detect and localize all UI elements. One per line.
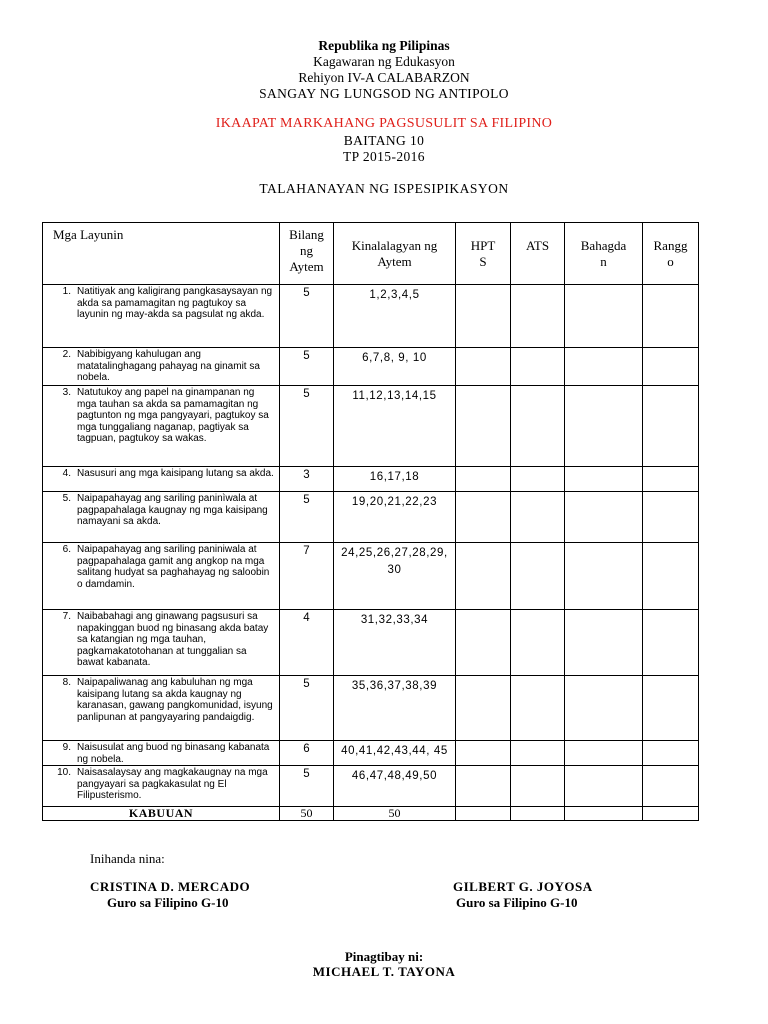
hpts-cell (456, 807, 511, 821)
rank-cell (643, 543, 699, 610)
table-row (43, 766, 699, 807)
objective-cell (43, 741, 280, 766)
republic-line: Republika ng Pilipinas (318, 38, 450, 53)
ats-cell (511, 492, 565, 543)
header-item-count-line: ng (300, 243, 313, 258)
hpts-cell (456, 467, 511, 492)
objective-text: Naibabahagi ang ginawang pagsusuri sa napakinggan buod ng binasang akda batay sa katangian ng mga tauhan, pagkamakatotohanan at tunggalian sa bawat kabanata. (77, 611, 269, 668)
item-count-cell: 5 (280, 386, 334, 467)
percentage-cell (565, 467, 643, 492)
hpts-cell (456, 766, 511, 807)
item-location-cell: 24,25,26,27,28,29,30 (334, 543, 456, 610)
objective-text: Naisusulat ang buod ng binasang kabanata ng nobela. (77, 742, 270, 765)
rank-cell (643, 610, 699, 676)
item-count-cell: 6 (280, 741, 334, 766)
item-count-cell: 5 (280, 766, 334, 807)
percentage-cell (565, 766, 643, 807)
objective-number: 5. (62, 493, 71, 504)
item-count-cell: 5 (280, 492, 334, 543)
objective-cell (43, 386, 280, 467)
objective-number: 1. (62, 286, 71, 297)
signer1-name: CRISTINA D. MERCADO (90, 879, 251, 894)
percentage-cell (565, 807, 643, 821)
percentage-cell (565, 348, 643, 386)
objective-number: 8. (62, 677, 71, 688)
header-rank-line: o (667, 254, 674, 269)
specification-table (42, 222, 699, 821)
header-item-location (334, 223, 456, 285)
rank-cell (643, 807, 699, 821)
header-item-location-line: Kinalalagyan ng (351, 238, 438, 253)
hpts-cell (456, 285, 511, 348)
header-percentage-line: Bahagda (580, 238, 627, 253)
objective-number: 9. (62, 742, 71, 753)
approver-name: MICHAEL T. TAYONA (312, 964, 456, 979)
objective-number: 2. (62, 349, 71, 360)
hpts-cell (456, 676, 511, 741)
objective-number: 7. (62, 611, 71, 622)
objective-cell (43, 766, 280, 807)
item-location-cell: 11,12,13,14,15 (334, 386, 456, 467)
objective-text: Naisasalaysay ang magkakaugnay na mga pangyayari sa pagkakasulat ng El Filipusterismo. (77, 767, 268, 801)
item-count-cell: 3 (280, 467, 334, 492)
total-label: KABUUAN (43, 807, 280, 821)
item-location-cell: 46,47,48,49,50 (334, 766, 456, 807)
table-row (43, 676, 699, 741)
objective-text: Natutukoy ang papel na ginampanan ng mga tauhan sa akda sa pamamagitan ng pagtunton ng mga pangyayari, pagtukoy sa mga tunggaliang naganap, pagtiyak sa tagpuan, pagtukoy sa wakas. (77, 387, 269, 444)
item-count-cell: 4 (280, 610, 334, 676)
school-year: TP 2015-2016 (343, 149, 425, 164)
objective-cell (43, 348, 280, 386)
item-count-cell: 5 (280, 285, 334, 348)
table-row (43, 610, 699, 676)
objective-text: Nabibigyang kahulugan ang matatalinghagang pahayag na ginamit sa nobela. (77, 349, 260, 383)
ats-cell (511, 610, 565, 676)
ats-cell (511, 676, 565, 741)
percentage-cell (565, 610, 643, 676)
objective-text: Naipapaliwanag ang kabuluhan ng mga kaisipang lutang sa akda kaugnay ng karanasan, gawang pangkomunidad, isyung panlipunan at pangyayaring pandaigdig. (77, 677, 273, 723)
ats-cell (511, 348, 565, 386)
objective-text: Naipapahayag ang sariling paninìwala at pagpapahalaga kaugnay ng mga kaisipang namayani sa akda. (77, 493, 268, 527)
table-title: TALAHANAYAN NG ISPESIPIKASYON (259, 181, 509, 196)
rank-cell (643, 766, 699, 807)
table-row (43, 492, 699, 543)
exam-title: IKAAPAT MARKAHANG PAGSUSULIT SA FILIPINO (215, 116, 553, 131)
header-percentage-line: n (600, 254, 607, 269)
objective-number: 3. (62, 387, 71, 398)
header-hpts-line: HPT (470, 238, 496, 253)
percentage-cell (565, 676, 643, 741)
header-rank (643, 223, 699, 285)
ats-cell (511, 807, 565, 821)
hpts-cell (456, 741, 511, 766)
table-row (43, 543, 699, 610)
grade-level: BAITANG 10 (343, 133, 425, 148)
ats-cell (511, 741, 565, 766)
ats-cell (511, 543, 565, 610)
percentage-cell (565, 741, 643, 766)
objective-cell (43, 543, 280, 610)
objective-number: 10. (57, 767, 71, 778)
hpts-cell (456, 386, 511, 467)
document-header (0, 38, 768, 102)
department-line: Kagawaran ng Edukasyon (313, 54, 455, 69)
table-header-row (43, 223, 699, 285)
rank-cell (643, 676, 699, 741)
signer2-name: GILBERT G. JOYOSA (453, 879, 593, 894)
item-count-cell: 5 (280, 676, 334, 741)
percentage-cell (565, 386, 643, 467)
objective-cell (43, 285, 280, 348)
item-location-cell: 40,41,42,43,44, 45 (334, 741, 456, 766)
rank-cell (643, 348, 699, 386)
rank-cell (643, 741, 699, 766)
item-location-cell: 19,20,21,22,23 (334, 492, 456, 543)
region-line: Rehiyon IV-A CALABARZON (298, 70, 470, 85)
table-row (43, 285, 699, 348)
header-objectives: Mga Layunin (43, 223, 280, 285)
header-item-count-line: Aytem (289, 259, 324, 274)
table-row (43, 348, 699, 386)
header-hpts (456, 223, 511, 285)
objective-text: Nasusuri ang mga kaisipang lutang sa akda. (77, 468, 274, 479)
signer1-position: Guro sa Filipino G-10 (107, 895, 229, 910)
table-row (43, 741, 699, 766)
approved-by-label: Pinagtibay ni: (344, 949, 424, 964)
header-rank-line: Rangg (653, 238, 688, 253)
item-count-cell: 5 (280, 348, 334, 386)
objective-text: Natitiyak ang kaligirang pangkasaysayan ng akda sa pamamagitan ng pagtukoy sa layunin ng may-akda sa pagsulat ng akda. (77, 286, 273, 320)
rank-cell (643, 386, 699, 467)
total-count: 50 (280, 807, 334, 821)
objective-cell (43, 610, 280, 676)
header-percentage (565, 223, 643, 285)
table-row (43, 467, 699, 492)
rank-cell (643, 492, 699, 543)
total-row (43, 807, 699, 821)
hpts-cell (456, 543, 511, 610)
item-location-cell: 35,36,37,38,39 (334, 676, 456, 741)
header-item-count-line: Bilang (289, 227, 324, 242)
item-count-cell: 7 (280, 543, 334, 610)
objective-number: 6. (62, 544, 71, 555)
hpts-cell (456, 492, 511, 543)
header-ats: ATS (511, 223, 565, 285)
ats-cell (511, 766, 565, 807)
objective-cell (43, 492, 280, 543)
prepared-by-label: Inihanda nina: (90, 851, 165, 866)
header-item-count (280, 223, 334, 285)
percentage-cell (565, 285, 643, 348)
ats-cell (511, 285, 565, 348)
ats-cell (511, 386, 565, 467)
division-line: SANGAY NG LUNGSOD NG ANTIPOLO (259, 86, 509, 101)
objective-cell (43, 676, 280, 741)
objective-cell (43, 467, 280, 492)
percentage-cell (565, 492, 643, 543)
table-row (43, 386, 699, 467)
item-location-cell: 1,2,3,4,5 (334, 285, 456, 348)
signer2-position: Guro sa Filipino G-10 (456, 895, 578, 910)
header-item-location-line: Aytem (377, 254, 412, 269)
item-location-cell: 16,17,18 (334, 467, 456, 492)
total-items: 50 (334, 807, 456, 821)
rank-cell (643, 285, 699, 348)
objective-text: Naipapahayag ang sariling paniniwala at pagpapahalaga gamit ang angkop na mga salitang hudyat sa paghahayag ng saloobin o damdamin. (77, 544, 270, 590)
item-location-cell: 6,7,8, 9, 10 (334, 348, 456, 386)
header-hpts-line: S (479, 254, 487, 269)
item-location-cell: 31,32,33,34 (334, 610, 456, 676)
objective-number: 4. (62, 468, 71, 479)
rank-cell (643, 467, 699, 492)
ats-cell (511, 467, 565, 492)
percentage-cell (565, 543, 643, 610)
hpts-cell (456, 610, 511, 676)
hpts-cell (456, 348, 511, 386)
